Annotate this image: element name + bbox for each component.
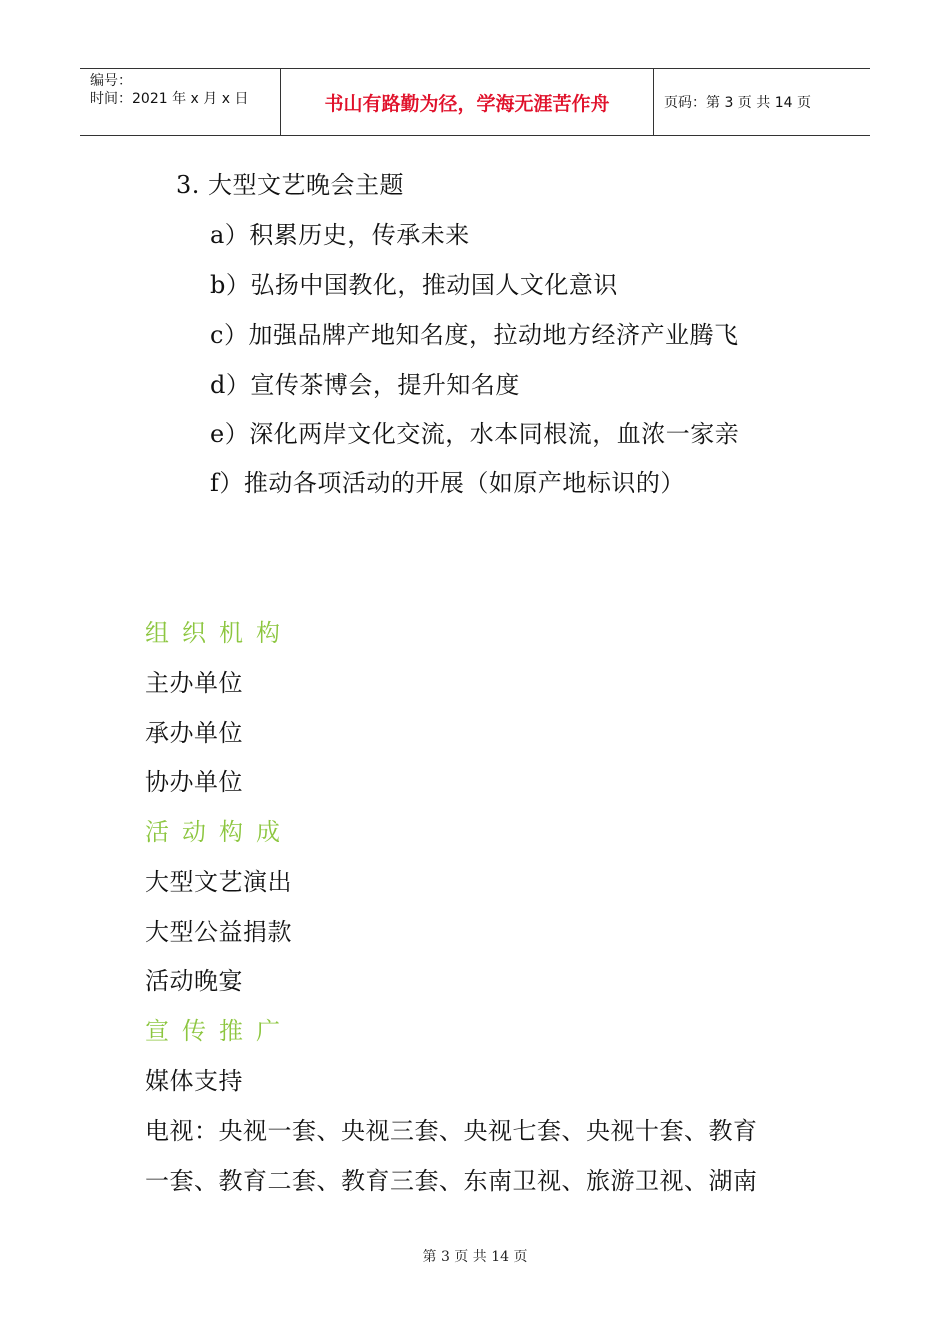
theme-item: a）积累历史，传承未来 — [210, 221, 470, 249]
number-label: 编号： — [90, 73, 132, 89]
organization-item: 协办单位 — [145, 768, 243, 796]
organization-item: 主办单位 — [145, 669, 243, 697]
activity-item: 大型文艺演出 — [145, 868, 292, 896]
media-support-label: 媒体支持 — [145, 1067, 243, 1095]
section-title-activities: 活动构成 — [145, 818, 293, 846]
section-title-promotion: 宣传推广 — [145, 1017, 293, 1045]
theme-item: c）加强品牌产地知名度，拉动地方经济产业腾飞 — [210, 321, 739, 349]
theme-item: b）弘扬中国教化，推动国人文化意识 — [210, 271, 618, 299]
header-motto: 书山有路勤为径，学海无涯苦作舟 — [281, 69, 654, 135]
activity-item: 大型公益捐款 — [145, 918, 292, 946]
header-meta-cell — [80, 69, 281, 135]
theme-heading: 3. 大型文艺晚会主题 — [176, 171, 405, 199]
header-page-info: 页码：第 3 页 共 14 页 — [664, 95, 811, 111]
theme-item: e）深化两岸文化交流，水本同根流，血浓一家亲 — [210, 420, 740, 448]
theme-item: d）宣传茶博会，提升知名度 — [210, 371, 520, 399]
organization-item: 承办单位 — [145, 719, 243, 747]
page-footer: 第 3 页 共 14 页 — [422, 1249, 528, 1265]
activity-item: 活动晚宴 — [145, 967, 243, 995]
tv-list-line-2: 一套、教育二套、教育三套、东南卫视、旅游卫视、湖南 — [145, 1167, 758, 1195]
tv-list-line-1: 电视：央视一套、央视三套、央视七套、央视十套、教育 — [145, 1117, 758, 1145]
time-label: 时间：2021 年 x 月 x 日 — [90, 91, 249, 107]
theme-item: f）推动各项活动的开展（如原产地标识的） — [210, 469, 685, 497]
page-header — [80, 68, 870, 136]
section-title-organization: 组织机构 — [145, 619, 293, 647]
